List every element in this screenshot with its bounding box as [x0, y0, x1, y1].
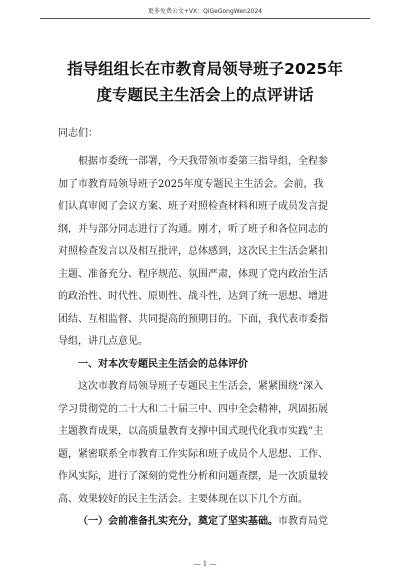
intro-line: 的政治性、时代性、原则性、战斗性，达到了统一思想、增进 — [58, 291, 328, 302]
greeting: 同志们： — [58, 128, 98, 139]
intro-line: 根据市委统一部署，今天我带领市委第三指导组，全程参 — [78, 156, 328, 167]
title-line-1: 指导组组长在市教育局领导班子2025年 — [67, 60, 343, 78]
page-number: — 1 — — [193, 560, 217, 568]
section-line: 这次市教育局领导班子专题民主生活会，紧紧围绕“深入 — [78, 381, 324, 392]
intro-line: 导组，讲几点意见。 — [58, 336, 148, 347]
section-line: 作风实际，进行了深刻的党性分析和问题查摆，是一次质量较 — [58, 471, 328, 482]
section-line: 主题教育成果，以高质量教育支撑中国式现代化我市实践”主 — [58, 426, 324, 437]
section-line: 学习贯彻党的二十大和二十届三中、四中全会精神，巩固拓展 — [58, 403, 328, 415]
document-title — [50, 56, 360, 108]
section-line: 高、效果较好的民主生活会。主要体现在以下几个方面。 — [58, 493, 308, 505]
subheading-bold: （一）会前准备扎实充分，奠定了坚实基础。 — [78, 516, 278, 527]
section-heading: 一、对本次专题民主生活会的总体评价 — [78, 358, 248, 370]
subheading-rest: 市教育局党 — [278, 516, 328, 527]
intro-line: 们认真审阅了会议方案、班子对照检查材料和班子成员发言提 — [58, 201, 328, 212]
section-line: 题，紧密联系全市教育工作实际和班子成员个人思想、工作、 — [58, 448, 328, 460]
subheading-line — [58, 511, 354, 534]
intro-line: 团结、互相监督、共同提高的预期目的。下面，我代表市委指 — [58, 313, 328, 325]
intro-line: 主题、准备充分、程序规范、氛围严肃，体现了党内政治生活 — [58, 268, 328, 280]
document-body — [58, 151, 354, 534]
intro-line: 对照检查发言以及相互批评，总体感到，这次民主生活会紧扣 — [58, 246, 328, 257]
intro-line: 纲，并与部分同志进行了沟通。刚才，听了班子和各位同志的 — [58, 223, 328, 235]
page-header-promo: 更多免费公文+VX：QiGeGongWen2024 — [147, 8, 263, 15]
title-line-2: 度专题民主生活会上的点评讲话 — [96, 86, 314, 104]
header-divider — [40, 18, 370, 19]
intro-line: 加了市教育局领导班子2025年度专题民主生活会。会前，我 — [58, 178, 324, 190]
